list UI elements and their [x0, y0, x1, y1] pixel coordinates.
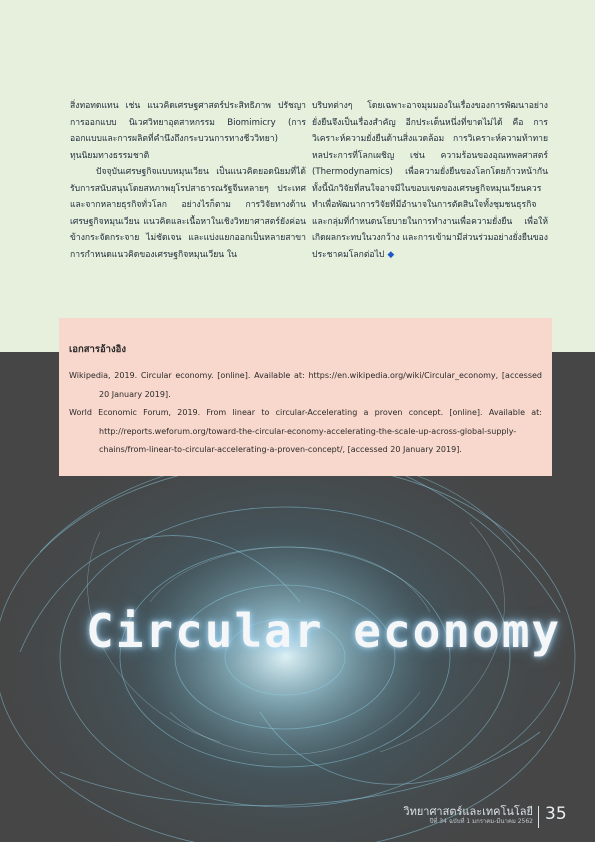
reference-item: World Economic Forum, 2019. From linear to circular-Accelerating a proven concept. [online]. Available at: http://reports.weforum.org/toward-the-circular-economy-accelerating-the-scale-up-across-global-supply-chains/from-linear-to-circular-accelerating-a-proven-concept/, [accessed 20 January 2019]. [69, 408, 542, 454]
paragraph-text: บริบทต่างๆ โดยเฉพาะอาจมุมมองในเรื่องของการพัฒนาอย่างยั่งยืนจึงเป็นเรื่องสำคัญ อีกประเด็นหนึ่งที่ขาดไม่ได้ คือ การวิเคราะห์ความยั่งยืนด้านสิ่งแวดล้อม การวิเคราะห์ความท้าทายหลประการที่โลกเผชิญ เช่น ความร้อนของอุณหพลศาสตร์ (Thermodynamics) เพื่อความยั่งยืนของโลกโดยก้าวหน้ากันทั้งนี้นักวิจัยที่สนใจอาจมีในขอบเขตของเศรษฐกิจหมุนเวียนควรทำเพื่อพัฒนาการวิจัยที่มีอำนาจในการตัดสินใจทั้งชุมชนธุรกิจและกลุ่มที่กำหนดนโยบายในการทำงานเพื่อความยั่งยืน เพื่อให้เกิดผลกระทบในวงกว้าง และการเข้ามามีส่วนร่วมอย่างยั่งยืนของประชาคมโลกต่อไป [312, 101, 548, 260]
magazine-name: วิทยาศาสตร์และเทคโนโลยี [403, 805, 533, 818]
paragraph: สิ่งทอทดแทน เช่น แนวคิดเศรษฐศาสตร์ประสิทธิภาพ ปรัชญาการออกแบบ นิเวศวิทยาอุตสาหกรรม Biomimicry (การออกแบบและการผลิตที่คำนึงถึงกระบวนการทางชีววิทยา) ทุนนิยมทางธรรมชาติ [70, 101, 306, 161]
references-heading: เอกสารอ้างอิง [69, 344, 126, 355]
page-number: 35 [545, 804, 567, 824]
paragraph: ปัจจุบันเศรษฐกิจแบบหมุนเวียน เป็นแนวคิดยอดนิยมที่ได้รับการสนับสนุนโดยสหภาพยุโรปสาธารณรัฐจีนหลายๆ ประเทศ และจากหลายธุรกิจทั่วโลก อย่างไรก็ตาม การวิจัยทางด้านเศรษฐกิจหมุนเวียน แนวคิดและเนื้อหาในเชิงวิทยาศาสตร์ยังค่อนข้างกระจัดกระจาย ไม่ชัดเจน และแบ่งแยกออกเป็นหลายสาขา การกำหนดแนวคิดของเศรษฐกิจหมุนเวียน ใน [70, 167, 306, 260]
diamond-icon: ◆ [387, 249, 395, 260]
references-box [59, 318, 552, 476]
graphic-title: Circular economy [86, 604, 562, 658]
reference-item: Wikipedia, 2019. Circular economy. [online]. Available at: https://en.wikipedia.org/wiki/Circular_economy, [accessed 20 January 2019]. [69, 371, 542, 399]
footer-brand [403, 806, 533, 826]
paragraph [312, 98, 548, 263]
article-text-panel [0, 0, 595, 352]
right-column [312, 98, 548, 263]
left-column [70, 98, 306, 263]
issue-info: ปีที่ 34 ฉบับที่ 1 มกราคม-มีนาคม 2562 [429, 818, 533, 825]
footer-divider [538, 806, 539, 828]
